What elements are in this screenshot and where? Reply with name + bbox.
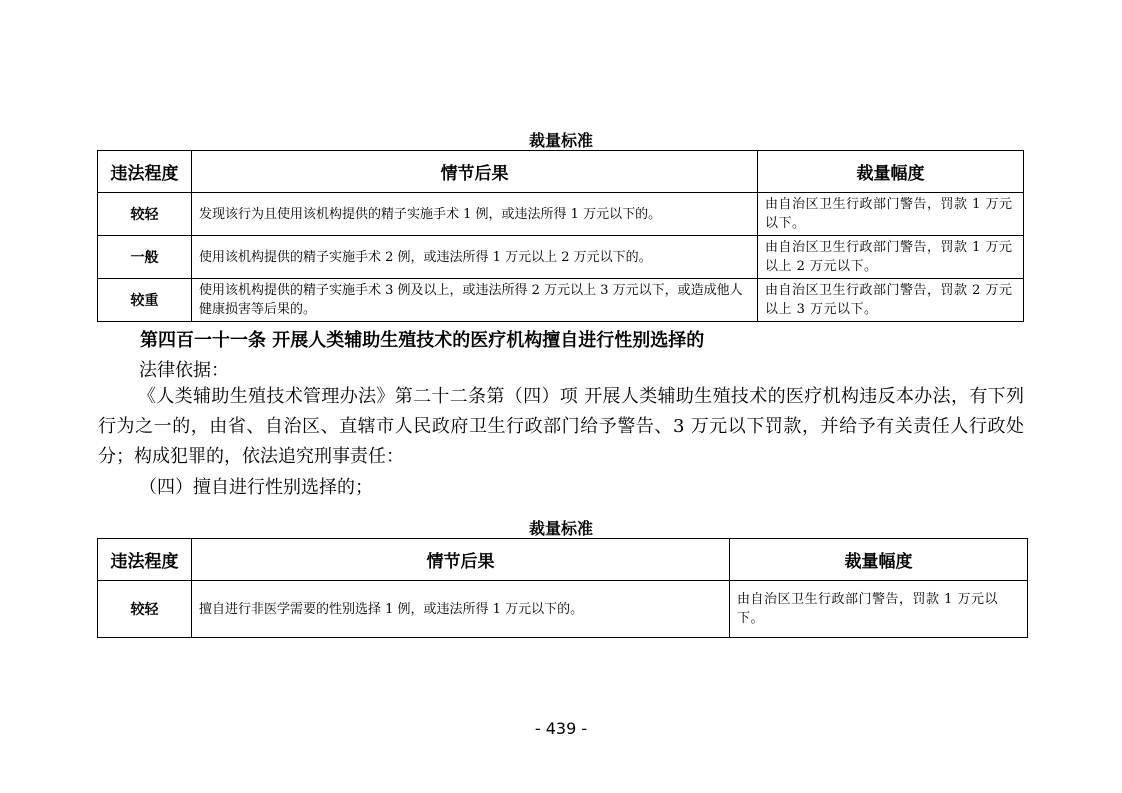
header-penalty: 裁量幅度 xyxy=(758,151,1024,193)
discretion-table-1 xyxy=(97,150,1024,322)
circumstance-cell: 使用该机构提供的精子实施手术 3 例及以上，或违法所得 2 万元以上 3 万元以下，或造成他人健康损害等后果的。 xyxy=(192,279,758,322)
table-row xyxy=(98,193,1024,236)
table1-caption: 裁量标准 xyxy=(528,131,593,150)
table-row xyxy=(98,279,1024,322)
penalty-cell: 由自治区卫生行政部门警告，罚款 1 万元以下。 xyxy=(758,193,1024,236)
header-circumstance: 情节后果 xyxy=(192,151,758,193)
table-row xyxy=(98,236,1024,279)
article-title: 第四百一十一条 开展人类辅助生殖技术的医疗机构擅自进行性别选择的 xyxy=(140,330,705,351)
level-cell: 较轻 xyxy=(98,193,192,236)
legal-basis-item: （四）擅自进行性别选择的； xyxy=(139,477,373,498)
header-level: 违法程度 xyxy=(98,151,192,193)
legal-basis-text: 《人类辅助生殖技术管理办法》第二十二条第（四）项 开展人类辅助生殖技术的医疗机构违反本办法，有下列行为之一的，由省、自治区、直辖市人民政府卫生行政部门给予警告、3 万元以下罚款，并给予有关责任人行政处分；构成犯罪的，依法追究刑事责任： xyxy=(98,386,1024,467)
header-circumstance: 情节后果 xyxy=(192,539,730,581)
header-level: 违法程度 xyxy=(98,539,192,581)
circumstance-cell: 擅自进行非医学需要的性别选择 1 例，或违法所得 1 万元以下的。 xyxy=(192,581,730,638)
table2-caption: 裁量标准 xyxy=(528,519,593,538)
table-row xyxy=(98,581,1028,638)
penalty-cell: 由自治区卫生行政部门警告，罚款 1 万元以下。 xyxy=(730,581,1028,638)
legal-basis-label: 法律依据： xyxy=(139,360,229,381)
level-cell: 一般 xyxy=(98,236,192,279)
page-number: - 439 - xyxy=(534,719,588,738)
table-header-row xyxy=(98,539,1028,581)
discretion-table-2 xyxy=(97,538,1028,638)
penalty-cell: 由自治区卫生行政部门警告，罚款 2 万元以上 3 万元以下。 xyxy=(758,279,1024,322)
table-header-row xyxy=(98,151,1024,193)
level-cell: 较重 xyxy=(98,279,192,322)
penalty-cell: 由自治区卫生行政部门警告，罚款 1 万元以上 2 万元以下。 xyxy=(758,236,1024,279)
circumstance-cell: 发现该行为且使用该机构提供的精子实施手术 1 例，或违法所得 1 万元以下的。 xyxy=(192,193,758,236)
level-cell: 较轻 xyxy=(98,581,192,638)
header-penalty: 裁量幅度 xyxy=(730,539,1028,581)
circumstance-cell: 使用该机构提供的精子实施手术 2 例，或违法所得 1 万元以上 2 万元以下的。 xyxy=(192,236,758,279)
